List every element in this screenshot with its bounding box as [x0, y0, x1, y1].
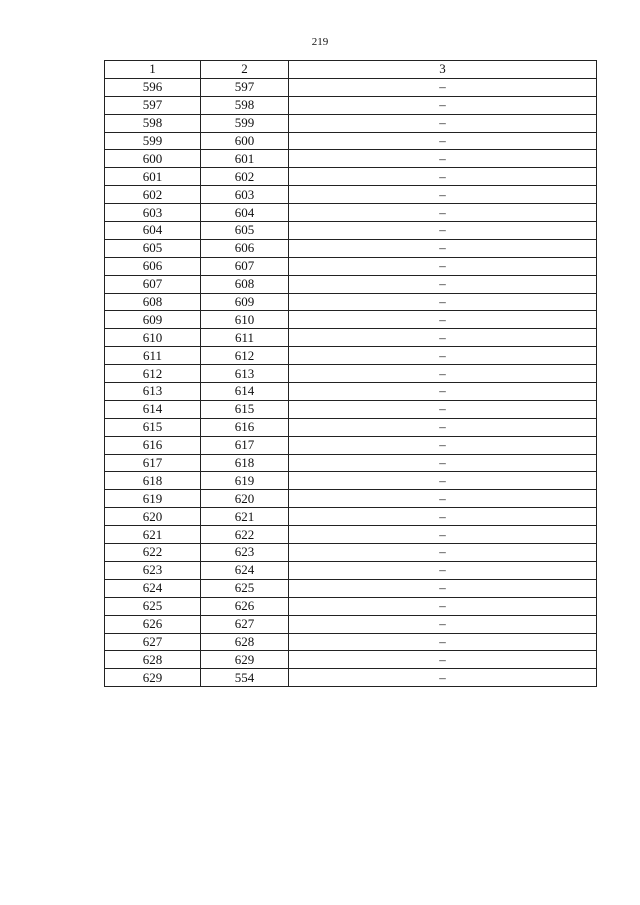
table-cell-col-1: 627 — [105, 633, 201, 651]
table-cell-col-2: 606 — [201, 239, 289, 257]
table-cell-col-1: 611 — [105, 347, 201, 365]
table-cell-col-3: – — [289, 526, 597, 544]
table-cell-col-1: 617 — [105, 454, 201, 472]
table-row — [105, 436, 597, 454]
table-cell-col-2: 604 — [201, 204, 289, 222]
table-cell-col-3: – — [289, 239, 597, 257]
table-cell-col-2: 610 — [201, 311, 289, 329]
table-cell-col-3: – — [289, 633, 597, 651]
table-cell-col-2: 612 — [201, 347, 289, 365]
table-cell-col-1: 602 — [105, 186, 201, 204]
table-cell-col-2: 608 — [201, 275, 289, 293]
table-cell-col-3: – — [289, 311, 597, 329]
table-cell-col-3: – — [289, 597, 597, 615]
table-row — [105, 490, 597, 508]
table-cell-col-1: 624 — [105, 579, 201, 597]
table-cell-col-1: 612 — [105, 365, 201, 383]
table-cell-col-1: 622 — [105, 544, 201, 562]
table-cell-col-2: 627 — [201, 615, 289, 633]
table-cell-col-3: – — [289, 222, 597, 240]
table-row — [105, 168, 597, 186]
table-cell-col-3: – — [289, 186, 597, 204]
table-cell-col-1: 599 — [105, 132, 201, 150]
table-cell-col-3: – — [289, 365, 597, 383]
table-row — [105, 239, 597, 257]
table-cell-col-3: – — [289, 651, 597, 669]
table-cell-col-2: 623 — [201, 544, 289, 562]
table-cell-col-1: 610 — [105, 329, 201, 347]
table-cell-col-3: – — [289, 347, 597, 365]
table-row — [105, 96, 597, 114]
table-row — [105, 561, 597, 579]
table-cell-col-2: 605 — [201, 222, 289, 240]
table-row — [105, 383, 597, 401]
table-cell-col-1: 601 — [105, 168, 201, 186]
table-cell-col-1: 628 — [105, 651, 201, 669]
table-row — [105, 204, 597, 222]
table-header — [105, 61, 597, 79]
table-cell-col-2: 603 — [201, 186, 289, 204]
table-cell-col-1: 605 — [105, 239, 201, 257]
table-cell-col-3: – — [289, 168, 597, 186]
table-cell-col-2: 617 — [201, 436, 289, 454]
table-body — [105, 78, 597, 686]
table-cell-col-1: 618 — [105, 472, 201, 490]
table-cell-col-2: 624 — [201, 561, 289, 579]
table-row — [105, 329, 597, 347]
table-cell-col-3: – — [289, 400, 597, 418]
table-cell-col-3: – — [289, 132, 597, 150]
table-row — [105, 544, 597, 562]
table-row — [105, 633, 597, 651]
table-cell-col-1: 614 — [105, 400, 201, 418]
table-cell-col-1: 603 — [105, 204, 201, 222]
table-cell-col-1: 623 — [105, 561, 201, 579]
table-cell-col-2: 615 — [201, 400, 289, 418]
table-row — [105, 454, 597, 472]
table-cell-col-3: – — [289, 78, 597, 96]
table-cell-col-2: 626 — [201, 597, 289, 615]
table-cell-col-2: 628 — [201, 633, 289, 651]
table-cell-col-1: 607 — [105, 275, 201, 293]
table-cell-col-2: 619 — [201, 472, 289, 490]
table-cell-col-2: 616 — [201, 418, 289, 436]
table-row — [105, 365, 597, 383]
table-cell-col-2: 609 — [201, 293, 289, 311]
table-cell-col-3: – — [289, 275, 597, 293]
table-cell-col-3: – — [289, 257, 597, 275]
table-row — [105, 132, 597, 150]
table-cell-col-2: 601 — [201, 150, 289, 168]
table-cell-col-2: 598 — [201, 96, 289, 114]
table-cell-col-3: – — [289, 114, 597, 132]
table-cell-col-3: – — [289, 293, 597, 311]
table-cell-col-1: 615 — [105, 418, 201, 436]
table-cell-col-1: 598 — [105, 114, 201, 132]
table-cell-col-2: 620 — [201, 490, 289, 508]
table-cell-col-1: 604 — [105, 222, 201, 240]
table-cell-col-3: – — [289, 383, 597, 401]
table-cell-col-3: – — [289, 615, 597, 633]
table-row — [105, 579, 597, 597]
table-cell-col-2: 611 — [201, 329, 289, 347]
table-cell-col-1: 600 — [105, 150, 201, 168]
table-cell-col-1: 608 — [105, 293, 201, 311]
table-cell-col-3: – — [289, 472, 597, 490]
table-cell-col-2: 625 — [201, 579, 289, 597]
table-cell-col-2: 618 — [201, 454, 289, 472]
table-row — [105, 222, 597, 240]
column-header-3: 3 — [289, 61, 597, 79]
table-cell-col-2: 621 — [201, 508, 289, 526]
table-row — [105, 418, 597, 436]
table-cell-col-2: 613 — [201, 365, 289, 383]
table-cell-col-3: – — [289, 96, 597, 114]
table-cell-col-2: 622 — [201, 526, 289, 544]
table-cell-col-1: 621 — [105, 526, 201, 544]
table-cell-col-3: – — [289, 454, 597, 472]
table-cell-col-1: 596 — [105, 78, 201, 96]
table-cell-col-1: 613 — [105, 383, 201, 401]
table-cell-col-3: – — [289, 490, 597, 508]
table-row — [105, 615, 597, 633]
table-row — [105, 78, 597, 96]
table-row — [105, 526, 597, 544]
column-header-2: 2 — [201, 61, 289, 79]
table-row — [105, 651, 597, 669]
table-cell-col-2: 607 — [201, 257, 289, 275]
page-number: 219 — [311, 36, 329, 48]
table-cell-col-1: 597 — [105, 96, 201, 114]
header-row — [105, 61, 597, 79]
table-row — [105, 114, 597, 132]
table-cell-col-3: – — [289, 204, 597, 222]
table-cell-col-1: 625 — [105, 597, 201, 615]
table-cell-col-3: – — [289, 150, 597, 168]
data-table — [104, 60, 597, 687]
table-cell-col-3: – — [289, 561, 597, 579]
table-row — [105, 508, 597, 526]
table-cell-col-2: 614 — [201, 383, 289, 401]
table-row — [105, 472, 597, 490]
table-cell-col-1: 616 — [105, 436, 201, 454]
table-row — [105, 597, 597, 615]
table-cell-col-3: – — [289, 329, 597, 347]
table-row — [105, 669, 597, 687]
table-row — [105, 257, 597, 275]
table-cell-col-1: 609 — [105, 311, 201, 329]
table-row — [105, 150, 597, 168]
table-cell-col-2: 600 — [201, 132, 289, 150]
table-cell-col-2: 602 — [201, 168, 289, 186]
column-header-1: 1 — [105, 61, 201, 79]
table-cell-col-3: – — [289, 579, 597, 597]
table-cell-col-2: 554 — [201, 669, 289, 687]
table-cell-col-2: 597 — [201, 78, 289, 96]
table-row — [105, 293, 597, 311]
table-cell-col-2: 629 — [201, 651, 289, 669]
table-cell-col-3: – — [289, 418, 597, 436]
table-row — [105, 275, 597, 293]
table-row — [105, 311, 597, 329]
table-cell-col-3: – — [289, 436, 597, 454]
table-row — [105, 347, 597, 365]
table-row — [105, 400, 597, 418]
table-cell-col-1: 619 — [105, 490, 201, 508]
table-cell-col-1: 629 — [105, 669, 201, 687]
table-cell-col-1: 626 — [105, 615, 201, 633]
table-cell-col-3: – — [289, 508, 597, 526]
table-cell-col-1: 620 — [105, 508, 201, 526]
table-cell-col-2: 599 — [201, 114, 289, 132]
table-cell-col-1: 606 — [105, 257, 201, 275]
table-cell-col-3: – — [289, 544, 597, 562]
table-cell-col-3: – — [289, 669, 597, 687]
table-row — [105, 186, 597, 204]
